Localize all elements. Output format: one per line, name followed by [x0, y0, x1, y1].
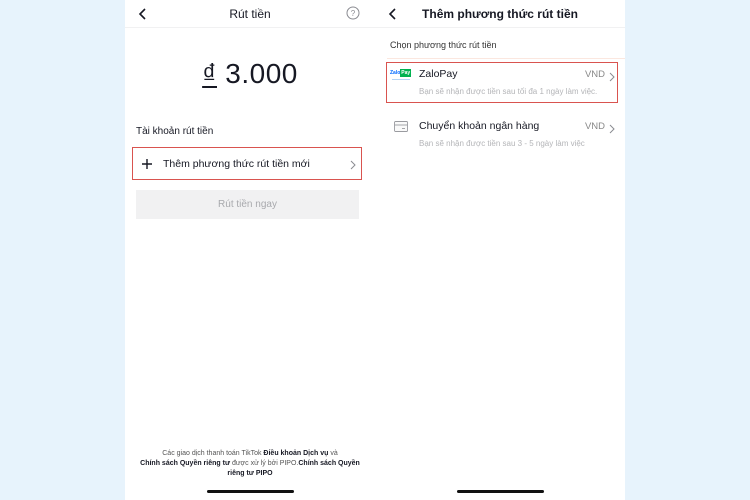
balance-amount — [125, 58, 375, 90]
help-button[interactable] — [345, 5, 361, 21]
question-circle-icon — [346, 6, 360, 20]
method-name: Chuyển khoản ngân hàng — [419, 120, 540, 132]
divider — [387, 58, 625, 59]
page-title: Rút tiền — [229, 6, 271, 21]
header — [125, 0, 375, 28]
withdraw-now-button[interactable]: Rút tiền ngay — [136, 190, 359, 219]
zalopay-logo-icon — [390, 68, 412, 80]
chevron-right-icon — [609, 121, 615, 139]
bank-card-icon — [390, 120, 412, 132]
footer-text: và — [328, 450, 338, 457]
chevron-left-icon — [388, 8, 398, 20]
method-currency: VND — [584, 69, 605, 80]
currency-symbol: ₫ — [202, 58, 217, 89]
method-description: Bạn sẽ nhận được tiền sau 3 - 5 ngày làm việc — [419, 139, 585, 148]
back-button[interactable] — [383, 4, 403, 24]
plus-icon — [140, 157, 154, 171]
back-button[interactable] — [133, 4, 153, 24]
method-name: ZaloPay — [419, 68, 458, 80]
home-indicator — [207, 490, 294, 493]
chevron-left-icon — [138, 8, 148, 20]
logo-text: Zalo — [390, 69, 401, 76]
terms-of-service-link[interactable]: Điều khoản Dịch vụ — [263, 450, 329, 457]
add-withdraw-method-button[interactable] — [132, 147, 362, 180]
withdraw-screen — [125, 0, 375, 500]
footer-terms — [139, 449, 361, 479]
footer-text: được xử lý bởi PIPO. — [230, 460, 299, 467]
method-zalopay[interactable] — [386, 62, 618, 103]
add-withdraw-method-screen — [375, 0, 625, 500]
logo-text: Pay — [401, 69, 411, 76]
footer-text: Các giao dịch thanh toán TikTok — [162, 450, 264, 457]
method-currency: VND — [584, 121, 605, 132]
amount-value: 3.000 — [225, 58, 298, 89]
page-title: Thêm phương thức rút tiền — [422, 6, 578, 21]
add-method-label: Thêm phương thức rút tiền mới — [163, 157, 310, 170]
chevron-right-icon — [609, 69, 615, 87]
header — [375, 0, 625, 28]
privacy-policy-link[interactable]: Chính sách Quyền riêng tư — [140, 460, 231, 467]
chevron-right-icon — [350, 157, 356, 175]
choose-method-label: Chọn phương thức rút tiền — [390, 40, 497, 50]
svg-text:?: ? — [350, 9, 356, 18]
account-section-label: Tài khoản rút tiền — [136, 126, 214, 137]
pipo-privacy-policy-link[interactable]: Chính sách Quyền riêng tư PIPO — [227, 460, 360, 477]
method-bank-transfer[interactable] — [386, 114, 618, 155]
home-indicator — [457, 490, 544, 493]
method-description: Bạn sẽ nhận được tiền sau tối đa 1 ngày làm việc. — [419, 87, 598, 96]
